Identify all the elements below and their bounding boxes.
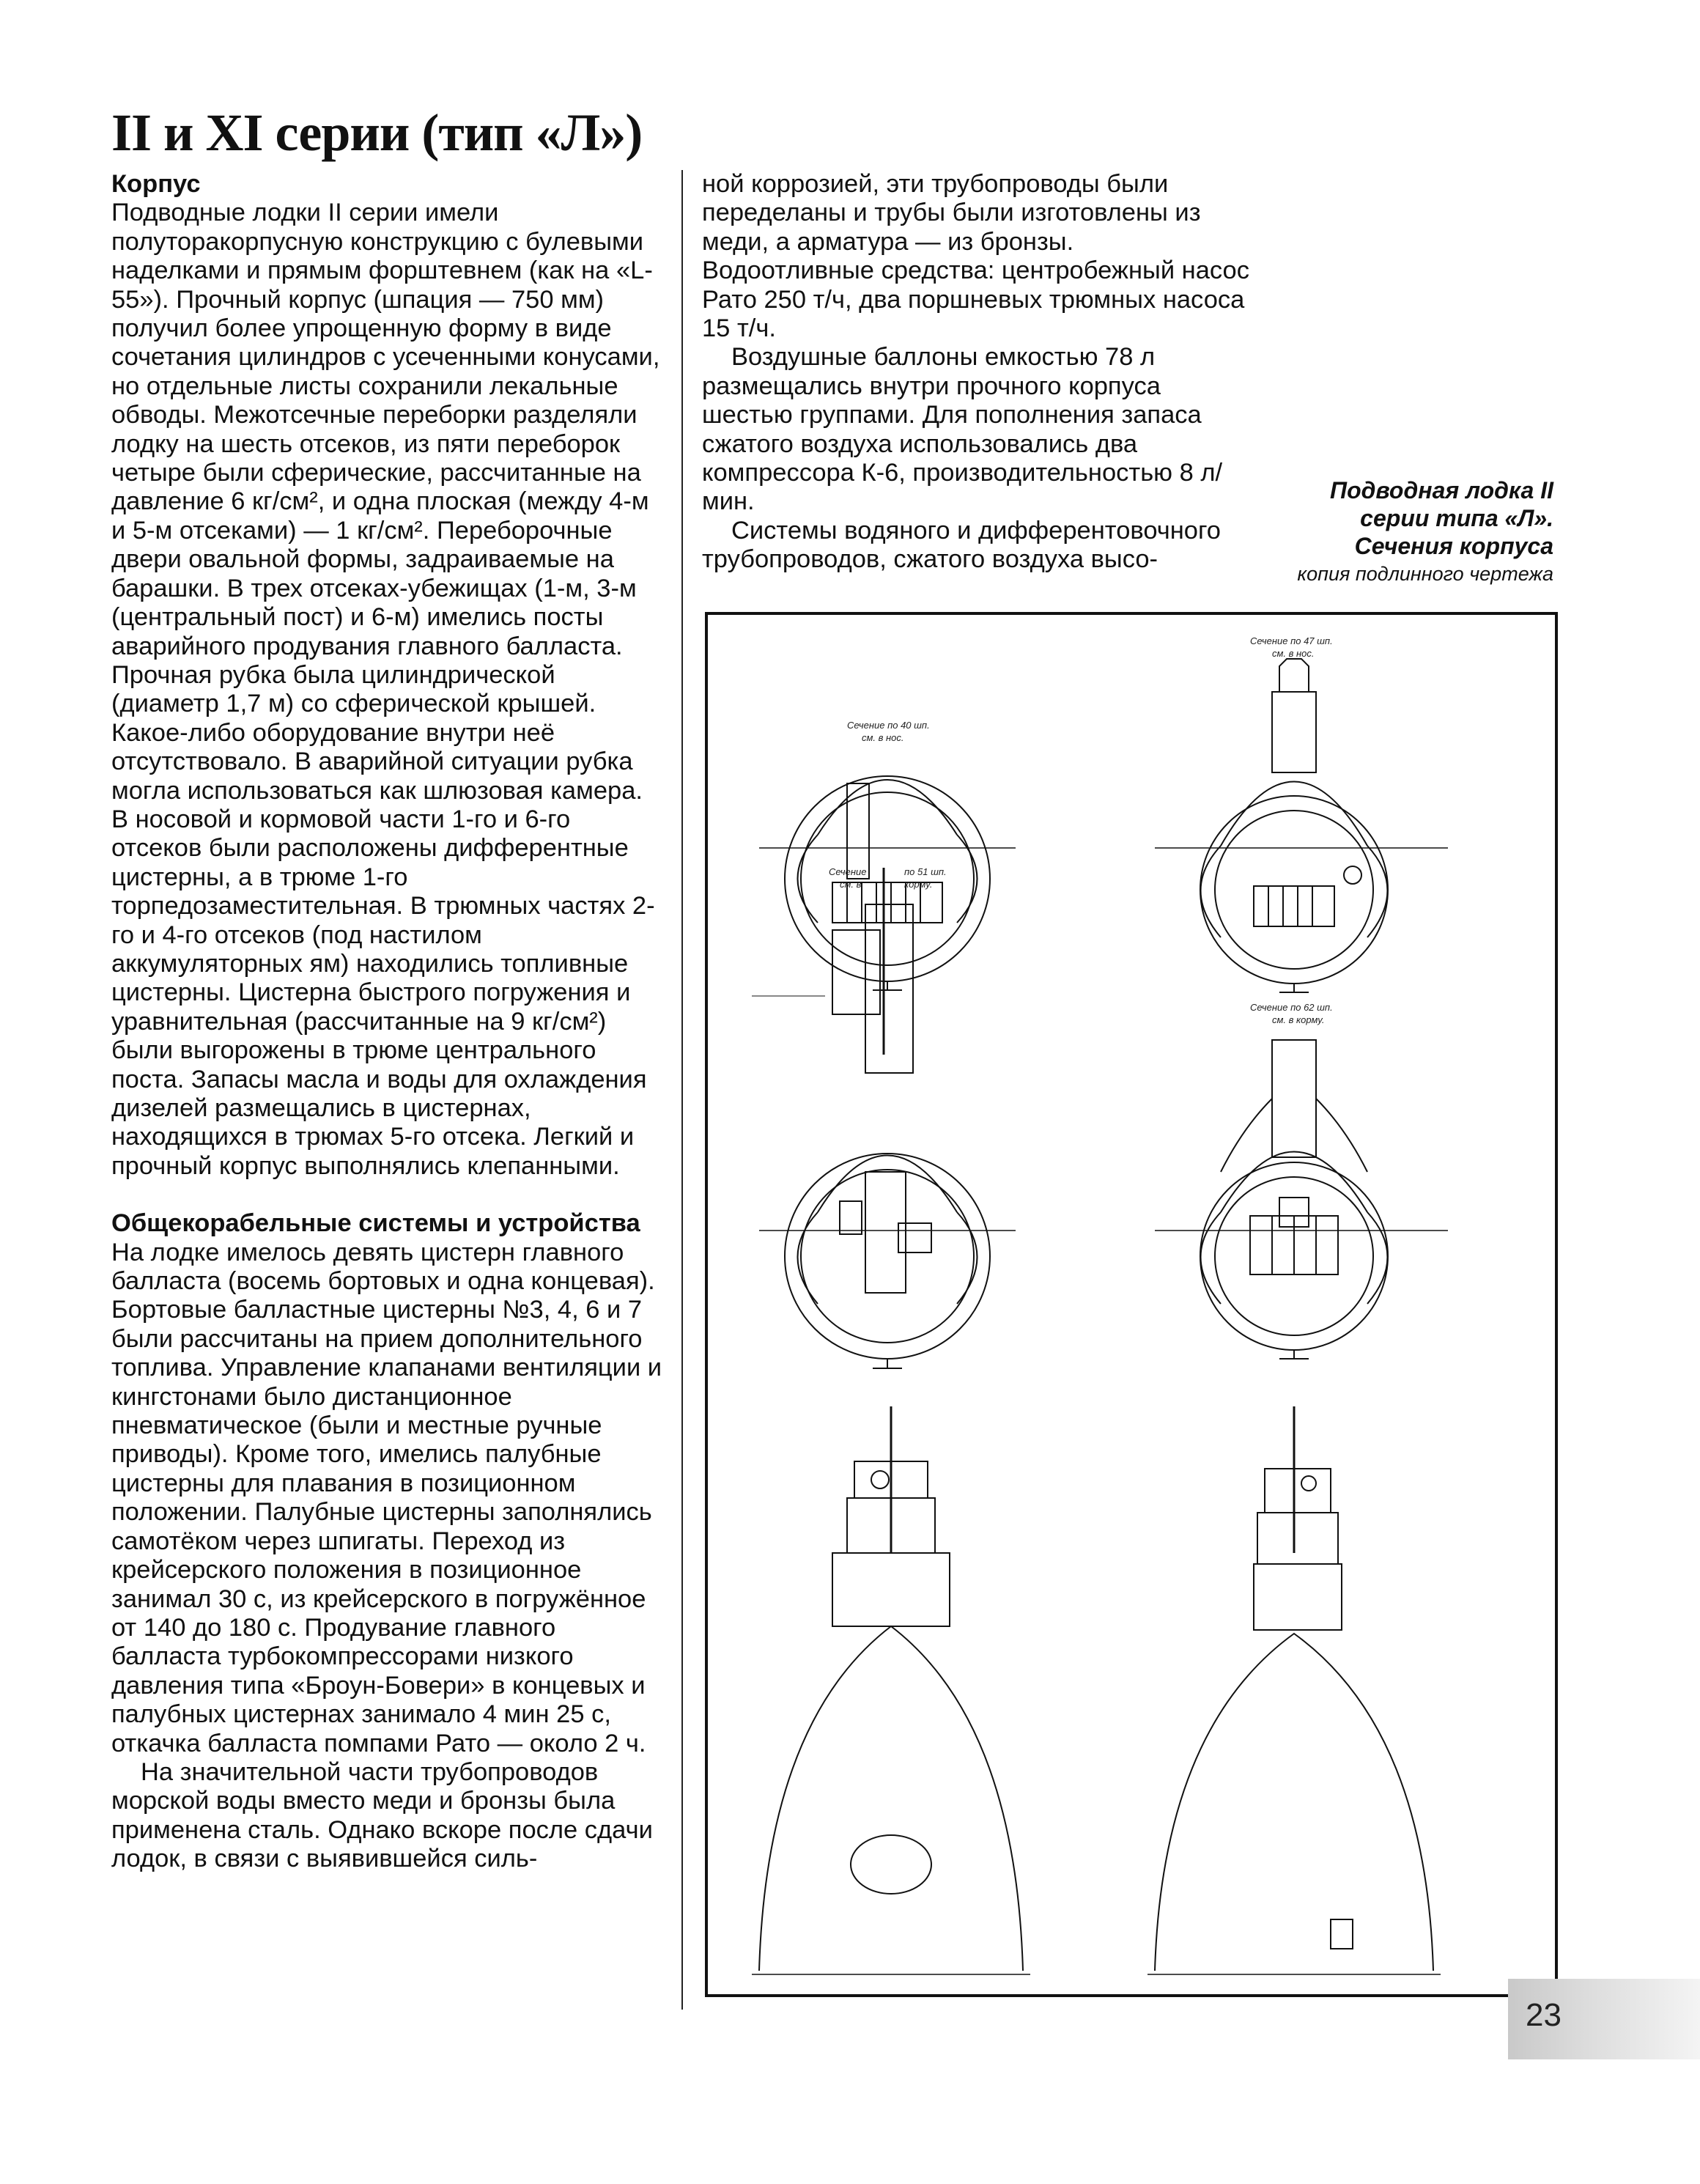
spacer (111, 1181, 665, 1209)
section-label: Сечение (829, 866, 867, 877)
paragraph: Подводные лодки II серии имели полуторакорпусную конструкцию с булевыми наделками и прямым форштевнем (как на «L-55»). Прочный корпус (шпация — 750 мм) получил более упрощенную форму в виде сочетания цилиндров с усеченными конусами, но отдельные листы сохранили лекальные обводы. Межотсечные переборки разделяли лодку на шесть отсеков, из пяти переборок четыре были сферические, рассчитанные на давление 6 кг/см², и одна плоская (между 4-м и 5-м отсеками) — 1 кг/см². Переборочные двери овальной формы, задраиваемые на барашки. В трех отсеках-убежищах (1-м, 3-м (центральный пост) и 6-м) имелись посты аварийного продувания главного балласта. Прочная рубка была цилиндрической (диаметр 1,7 м) со сферической крышей. Какое-либо оборудование внутри неё отсутствовало. В аварийной ситуации рубка могла использоваться как шлюзовая камера. В носовой и кормовой части 1-го и 6-го отсеков были расположены дифферентные цистерны, а в трюме 1-го торпедозаместительная. В трюмных частях 2-го и 4-го отсеков (под настилом аккумуляторных ям) находились топливные цистерны. Цистерна быстрого погружения и уравнительная (рассчитанные на 9 кг/см²) были выгорожены в трюме центрального поста. Запасы масла и воды для охлаждения дизелей размещались в цистернах, находящихся в трюмах 5-го отсека. Легкий и прочный корпус выполнялись клепанными. (111, 199, 660, 1180)
caption-line: Подводная лодка II (1330, 477, 1553, 503)
section-sublabel: корму. (904, 879, 933, 890)
section-label: по 51 шп. (904, 866, 947, 877)
paragraph: На лодке имелось девять цистерн главного балласта (восемь бортовых и одна концевая). Бортовые балластные цистерны №3, 4, 6 и 7 были рассчитаны на прием дополнительного топлива. Управление клапанами вентиляции и кингстонами было дистанционное пневматическое (были и местные ручные приводы). Кроме того, имелись палубные цистерны для плавания в позиционном положении. Палубные цистерны заполнялись самотёком через шпигаты. Переход из крейсерского положения в позиционное занимал 30 с, из крейсерского в погружённое от 140 до 180 с. Продувание главного балласта турбокомпрессорами низкого давления типа «Броун-Бовери» в концевых и палубных цистернах занимало 4 мин 25 с, откачка балласта помпами Рато — около 2 ч. (111, 1238, 662, 1757)
section-heading-systems: Общекорабельные системы и устройства (111, 1209, 640, 1238)
paragraph: На значительной части трубопроводов морской воды вместо меди и бронзы была применена сталь. Однако вскоре после сдачи лодок, в связи с выявившейся силь- (111, 1757, 653, 1873)
page-title: II и XI серии (тип «Л») (111, 103, 643, 162)
text-column-right (702, 170, 1252, 575)
section-label: Сечение по 40 шп. (847, 720, 930, 731)
paragraph: Системы водяного и дифферентовочного трубопроводов, сжатого воздуха высо- (702, 516, 1221, 574)
figure-caption (1297, 476, 1553, 588)
caption-subtitle: копия подлинного чертежа (1297, 563, 1553, 585)
section-tower-left (752, 1406, 1030, 1974)
section-label: Сечение по 62 шп. (1250, 1002, 1333, 1013)
caption-line: серии типа «Л». (1360, 505, 1553, 531)
section-sublabel: см. в (840, 879, 862, 890)
section-label: Сечение по 47 шп. (1250, 635, 1333, 646)
section-heading-hull: Корпус (111, 170, 201, 198)
page-number: 23 (1526, 1997, 1562, 2033)
paragraph: Воздушные баллоны емкостью 78 л размещались внутри прочного корпуса шестью группами. Для пополнения запаса сжатого воздуха использовались два компрессора К-6, производительностью 8 л/мин. (702, 343, 1223, 516)
column-divider (681, 170, 683, 2010)
paragraph: ной коррозией, эти трубопроводы были переделаны и трубы были изготовлены из меди, а арматура — из бронзы. Водоотливные средства: центробежный насос Рато 250 т/ч, два поршневых трюмных насоса 15 т/ч. (702, 170, 1249, 343)
section-frame-51 (759, 864, 1016, 1368)
text-column-left (111, 170, 665, 1874)
section-frame-47 (1155, 659, 1448, 992)
hull-sections-drawing (705, 612, 1558, 1997)
section-sublabel: см. в нос. (862, 732, 904, 743)
section-sublabel: см. в нос. (1272, 648, 1315, 659)
caption-line: Сечения корпуса (1354, 533, 1553, 559)
section-frame-62 (1155, 1040, 1448, 1359)
drawing-svg (708, 615, 1555, 1994)
section-sublabel: см. в корму. (1272, 1014, 1325, 1025)
section-tower-right (1148, 1406, 1441, 1974)
